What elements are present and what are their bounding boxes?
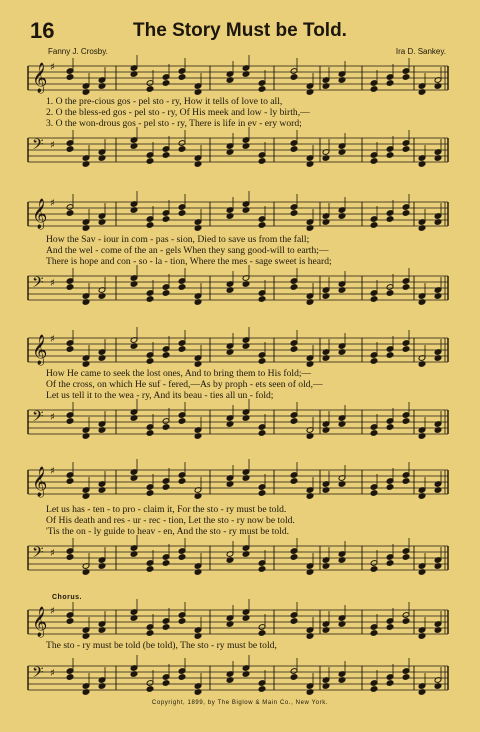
note-head bbox=[290, 74, 298, 81]
lyrics-block bbox=[46, 504, 444, 537]
page-header bbox=[0, 0, 480, 60]
lyric-verse-2: 2. O the bless-ed gos - pel sto - ry, Of His meek and low - ly birth,— bbox=[46, 107, 310, 118]
note-head bbox=[162, 484, 170, 491]
lyric-verse-1: 1. O the pre-cious gos - pel sto - ry, How it tells of love to all, bbox=[46, 96, 283, 107]
lyric-verse-1: How the Sav - iour in com - pas - sion, Died to save us from the fall; bbox=[46, 234, 310, 245]
note-head bbox=[162, 680, 170, 687]
lyrics-block bbox=[46, 368, 444, 401]
note-head bbox=[290, 418, 298, 425]
note-head bbox=[402, 74, 410, 81]
note-head bbox=[146, 630, 154, 637]
note-head bbox=[370, 158, 378, 165]
sharp-icon: ♯ bbox=[50, 548, 55, 559]
note-head bbox=[402, 284, 410, 291]
note-head bbox=[290, 284, 298, 291]
note-head bbox=[178, 284, 186, 291]
note-head bbox=[162, 290, 170, 297]
note-head bbox=[66, 418, 74, 425]
note-head bbox=[162, 424, 170, 431]
treble-clef-icon: 𝄞 bbox=[32, 63, 48, 93]
note-head bbox=[66, 618, 74, 625]
treble-staff bbox=[24, 196, 450, 238]
note-head bbox=[402, 478, 410, 485]
note-head bbox=[66, 284, 74, 291]
note-head bbox=[402, 346, 410, 353]
note-head bbox=[66, 554, 74, 561]
note-head bbox=[258, 430, 266, 437]
note-head bbox=[258, 358, 266, 365]
sharp-icon: ♯ bbox=[50, 668, 55, 679]
music-system-1 bbox=[24, 60, 450, 178]
bass-staff bbox=[24, 540, 450, 582]
note-head bbox=[146, 358, 154, 365]
treble-clef-icon: 𝄞 bbox=[32, 335, 48, 365]
note-head bbox=[162, 624, 170, 631]
note-head bbox=[290, 674, 298, 681]
sharp-icon: ♯ bbox=[50, 606, 55, 617]
note-head bbox=[146, 158, 154, 165]
note-head bbox=[66, 74, 74, 81]
bass-clef-icon: 𝄢 bbox=[32, 408, 44, 429]
note-head bbox=[178, 478, 186, 485]
lyric-verse-2: And the wel - come of the an - gels When they sang good-will to earth;— bbox=[46, 245, 329, 256]
note-head bbox=[66, 478, 74, 485]
note-head bbox=[370, 630, 378, 637]
note-head bbox=[258, 222, 266, 229]
note-head bbox=[258, 296, 266, 303]
sharp-icon: ♯ bbox=[50, 412, 55, 423]
music-system-2 bbox=[24, 196, 450, 314]
sharp-icon: ♯ bbox=[50, 198, 55, 209]
note-head bbox=[178, 346, 186, 353]
note-head bbox=[386, 424, 394, 431]
note-head bbox=[370, 686, 378, 693]
note-head bbox=[290, 146, 298, 153]
bass-clef-icon: 𝄢 bbox=[32, 664, 44, 685]
hymn-title: The Story Must be Told. bbox=[133, 20, 347, 41]
note-head bbox=[162, 560, 170, 567]
note-head bbox=[178, 554, 186, 561]
note-head bbox=[146, 430, 154, 437]
note-head bbox=[402, 554, 410, 561]
note-head bbox=[162, 80, 170, 87]
note-head bbox=[178, 618, 186, 625]
bass-staff bbox=[24, 404, 450, 446]
bass-clef-icon: 𝄢 bbox=[32, 274, 44, 295]
sharp-icon: ♯ bbox=[50, 278, 55, 289]
note-head bbox=[386, 484, 394, 491]
note-head bbox=[290, 618, 298, 625]
note-head bbox=[66, 210, 74, 217]
composer-credit: Ira D. Sankey. bbox=[395, 47, 446, 56]
treble-staff bbox=[24, 464, 450, 506]
treble-clef-icon: 𝄞 bbox=[32, 607, 48, 637]
note-head bbox=[386, 352, 394, 359]
note-head bbox=[370, 86, 378, 93]
note-head bbox=[258, 490, 266, 497]
note-head bbox=[386, 290, 394, 297]
note-head bbox=[258, 686, 266, 693]
note-head bbox=[370, 296, 378, 303]
lyric-verse-3: Let us tell it to the wea - ry, And its beau - ties all un - fold; bbox=[46, 390, 274, 401]
music-system-chorus bbox=[24, 594, 450, 694]
note-head bbox=[402, 674, 410, 681]
note-head bbox=[178, 418, 186, 425]
note-head bbox=[66, 146, 74, 153]
note-head bbox=[258, 566, 266, 573]
note-head bbox=[290, 554, 298, 561]
note-head bbox=[146, 490, 154, 497]
lyricist-credit: Fanny J. Crosby. bbox=[48, 47, 108, 56]
note-head bbox=[66, 674, 74, 681]
note-head bbox=[386, 624, 394, 631]
lyric-verse-1: How He came to seek the lost ones, And to bring them to His fold;— bbox=[46, 368, 312, 379]
note-head bbox=[146, 86, 154, 93]
note-head bbox=[162, 216, 170, 223]
note-head bbox=[370, 430, 378, 437]
note-head bbox=[370, 490, 378, 497]
lyric-verse-2: Of the cross, on which He suf - fered,—As by proph - ets seen of old,— bbox=[46, 379, 323, 390]
sharp-icon: ♯ bbox=[50, 334, 55, 345]
note-head bbox=[178, 674, 186, 681]
note-head bbox=[146, 566, 154, 573]
sharp-icon: ♯ bbox=[50, 466, 55, 477]
lyric-chorus-line: The sto - ry must be told (be told), The sto - ry must be told, bbox=[46, 640, 277, 651]
sharp-icon: ♯ bbox=[50, 140, 55, 151]
bass-staff bbox=[24, 660, 450, 694]
note-head bbox=[290, 210, 298, 217]
lyric-verse-3: 'Tis the on - ly guide to heav - en, And the sto - ry must be told. bbox=[46, 526, 290, 537]
note-head bbox=[386, 560, 394, 567]
note-head bbox=[370, 566, 378, 573]
lyric-verse-3: There is hope and con - so - la - tion, Where the mes - sage sweet is heard; bbox=[46, 256, 332, 267]
note-head bbox=[402, 146, 410, 153]
lyric-verse-1: Let us has - ten - to pro - claim it, For the sto - ry must be told. bbox=[46, 504, 287, 515]
sharp-icon: ♯ bbox=[50, 62, 55, 73]
note-head bbox=[290, 346, 298, 353]
note-head bbox=[162, 352, 170, 359]
note-head bbox=[402, 210, 410, 217]
note-head bbox=[146, 222, 154, 229]
treble-clef-icon: 𝄞 bbox=[32, 199, 48, 229]
treble-clef-icon: 𝄞 bbox=[32, 467, 48, 497]
music-system-3 bbox=[24, 332, 450, 450]
note-head bbox=[290, 478, 298, 485]
note-head bbox=[386, 216, 394, 223]
hymn-number: 16 bbox=[30, 18, 55, 43]
note-head bbox=[178, 146, 186, 153]
chorus-label: Chorus. bbox=[52, 594, 82, 601]
note-head bbox=[258, 86, 266, 93]
note-head bbox=[386, 152, 394, 159]
note-head bbox=[66, 346, 74, 353]
note-head bbox=[258, 158, 266, 165]
lyric-verse-3: 3. O the won-drous gos - pel sto - ry, There is life in ev - ery word; bbox=[46, 118, 302, 129]
note-head bbox=[386, 80, 394, 87]
copyright-notice: Copyright, 1899, by The Biglow & Main Co., New York. bbox=[151, 700, 329, 706]
bass-staff bbox=[24, 270, 450, 312]
note-head bbox=[178, 210, 186, 217]
lyrics-block bbox=[46, 96, 444, 129]
note-head bbox=[402, 418, 410, 425]
lyrics-block bbox=[46, 640, 444, 651]
music-system-4 bbox=[24, 464, 450, 582]
note-head bbox=[146, 296, 154, 303]
note-head bbox=[178, 74, 186, 81]
note-head bbox=[162, 152, 170, 159]
note-head bbox=[370, 358, 378, 365]
note-head bbox=[146, 686, 154, 693]
note-head bbox=[386, 680, 394, 687]
note-head bbox=[402, 618, 410, 625]
lyric-verse-2: Of His death and res - ur - rec - tion, Let the sto - ry now be told. bbox=[46, 515, 295, 526]
bass-staff bbox=[24, 132, 450, 174]
note-head bbox=[258, 630, 266, 637]
note-head bbox=[370, 222, 378, 229]
bass-clef-icon: 𝄢 bbox=[32, 544, 44, 565]
lyrics-block bbox=[46, 234, 444, 267]
bass-clef-icon: 𝄢 bbox=[32, 136, 44, 157]
